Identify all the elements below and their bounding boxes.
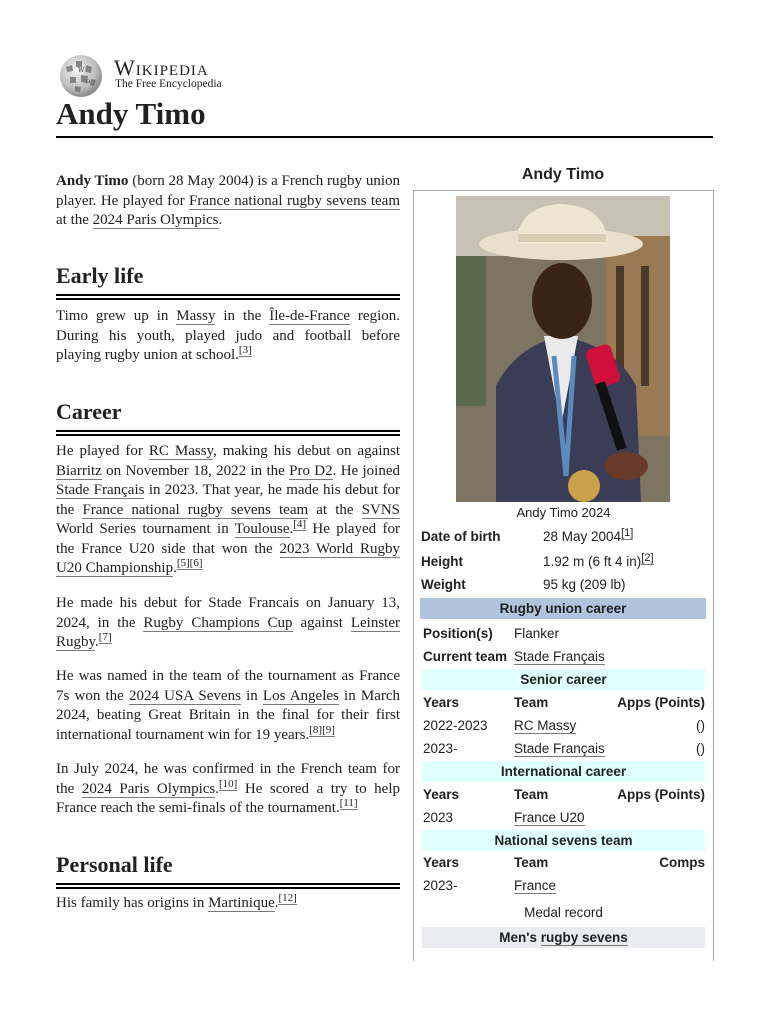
height-label: Height	[421, 554, 463, 569]
title-divider	[56, 136, 713, 138]
senior-row-team	[514, 741, 605, 756]
link-rc-massy[interactable]: RC Massy	[514, 718, 577, 733]
career-paragraph-2: He made his debut for Stade Francais on January 13, 2024, in the Rugby Champions Cup against Leinster Rugby.[7]	[56, 595, 400, 650]
link-stade-francais[interactable]: Stade Français	[514, 741, 605, 756]
link-rugby-champions-cup[interactable]: Rugby Champions Cup	[143, 614, 293, 631]
height-text: 1.92 m (6 ft 4 in)	[543, 554, 642, 569]
body-text: in the	[215, 308, 270, 324]
body-text: He played for	[56, 443, 149, 459]
lead-name: Andy Timo	[56, 173, 129, 189]
body-text: at the	[308, 501, 362, 518]
body-text: in	[240, 687, 263, 704]
link-2024-paris-olympics[interactable]: 2024 Paris Olympics	[81, 780, 216, 797]
section-early-life	[56, 262, 400, 300]
link-los-angeles[interactable]: Los Angeles	[262, 687, 339, 704]
personal-life-paragraph: His family has origins in Martinique.[12]	[56, 892, 297, 911]
col-apps: Apps	[617, 787, 651, 802]
body-text: . He joined	[332, 462, 400, 479]
reference-link[interactable]: [10]	[219, 777, 238, 790]
section-personal-life	[56, 851, 400, 889]
link-2023-u20-championship[interactable]: 2023 World Rugby U20 Championship	[56, 540, 401, 576]
body-text: against	[292, 614, 351, 631]
career-paragraph-1: He played for RC Massy, making his debut on against Biarritz on November 18, 2022 in the Pro D2. He joined Stade Français in 2023. That year, he made his debut for the France national rugby sevens team at the SVNS World Series tournament in Toulouse.[4] He played for the France U20 side that won the 2023 World Rugby U20 Championship.[5][6]	[56, 443, 401, 576]
height-value	[543, 551, 654, 569]
photo-caption: Andy Timo 2024	[516, 505, 611, 520]
weight-value: 95 kg (209 lb)	[543, 577, 626, 592]
col-comps: Comps	[659, 855, 705, 870]
col-apps-points	[617, 695, 705, 710]
weight-label: Weight	[421, 577, 466, 592]
col-apps: Apps	[617, 695, 651, 710]
reference-link[interactable]: [3]	[238, 344, 252, 356]
current-team-value	[514, 649, 605, 664]
reference-link[interactable]: [6]	[189, 557, 203, 569]
col-years: Years	[423, 787, 460, 802]
body-text: He made his debut for Stade Francais on January 13, 2024, in the	[56, 595, 400, 631]
rugby-career-header: Rugby union career	[420, 598, 706, 619]
dob-label: Date of birth	[421, 529, 501, 544]
body-text: World Series tournament in	[56, 521, 235, 537]
dob-text: 28 May 2004	[543, 529, 622, 544]
body-text: in March 2024, beating Great Britain in the final for their first international tournament win for 19 years.	[56, 687, 401, 743]
reference-link[interactable]: [9]	[322, 723, 335, 736]
link-biarritz[interactable]: Biarritz	[56, 462, 102, 479]
link-toulouse[interactable]: Toulouse	[234, 521, 290, 537]
svg-text:Ω: Ω	[86, 79, 91, 85]
page-title: Andy Timo	[56, 96, 206, 131]
body-text: In July 2024, he was confirmed in the French team for the	[56, 761, 400, 797]
svg-text:W: W	[78, 67, 85, 74]
link-massy[interactable]: Massy	[176, 308, 216, 324]
link-france-sevens[interactable]: France national rugby sevens team	[189, 192, 400, 209]
body-text: He played for the France U20 side that won the	[56, 521, 400, 557]
medal-record-label: Medal record	[524, 905, 603, 920]
col-apps-points	[617, 787, 705, 802]
current-team-label: Current team	[423, 649, 508, 664]
body-text: region. During his youth, played judo and football before playing rugby union at school.	[56, 308, 400, 363]
section-heading-personal-life: Personal life	[56, 852, 173, 877]
early-life-paragraph	[56, 307, 400, 366]
career-paragraph-4: In July 2024, he was confirmed in the French team for the 2024 Paris Olympics.[10] He scored a try to help France reach the semi-finals of the tournament.[11]	[56, 761, 400, 816]
link-pro-d2[interactable]: Pro D2	[289, 462, 333, 479]
position-value: Flanker	[514, 626, 560, 641]
link-france-u20[interactable]: France U20	[514, 810, 585, 825]
senior-row-years: 2023-	[423, 741, 458, 756]
senior-career-header: Senior career	[422, 669, 705, 690]
col-points: (Points)	[654, 695, 705, 710]
lead-text: .	[218, 212, 223, 228]
medal-heading-text: Men's	[499, 930, 541, 945]
body-text: on November 18, 2022 in the	[101, 462, 290, 479]
col-years: Years	[423, 695, 460, 710]
lead-text: (born 28 May 2004) is a French rugby union player. He played for	[56, 173, 400, 209]
medal-category-header	[422, 927, 705, 948]
col-points: (Points)	[654, 787, 705, 802]
section-career	[56, 398, 400, 436]
body-text: Timo grew up in	[56, 308, 177, 324]
col-team: Team	[514, 787, 549, 802]
reference-link[interactable]: [11]	[339, 797, 358, 809]
senior-row-team	[514, 718, 576, 733]
section-divider	[56, 430, 400, 436]
section-divider	[56, 294, 400, 300]
lead-text: at the	[56, 212, 93, 228]
reference-link[interactable]: [4]	[293, 518, 307, 530]
lead-paragraph	[56, 172, 400, 231]
career-paragraph-3	[56, 667, 400, 745]
body-text: He was named in the team of the tournament as France 7s won the	[56, 668, 400, 704]
link-rugby-sevens[interactable]: rugby sevens	[540, 930, 628, 945]
infobox-title: Andy Timo	[521, 166, 605, 183]
player-photo[interactable]	[456, 196, 670, 502]
body-text: in 2023. That year, he made his debut for the	[56, 482, 401, 518]
link-france[interactable]: France	[514, 878, 557, 893]
senior-row-apps: ()	[696, 741, 705, 756]
link-martinique[interactable]: Martinique	[208, 895, 275, 911]
sevens-row-team	[514, 878, 556, 893]
body-text: His family has origins in	[56, 895, 209, 911]
reference-link[interactable]: [5]	[176, 557, 190, 569]
international-row-years: 2023	[423, 810, 454, 825]
col-team: Team	[514, 695, 549, 710]
position-label: Position(s)	[423, 626, 493, 641]
link-2024-usa-sevens[interactable]: 2024 USA Sevens	[128, 687, 241, 704]
body-text: He scored a try to help France reach the semi-finals of the tournament.	[56, 780, 400, 816]
link-2024-paris-olympics[interactable]: 2024 Paris Olympics	[92, 212, 219, 228]
reference-link[interactable]: [7]	[98, 631, 112, 643]
link-leinster-rugby[interactable]: Leinster Rugby	[56, 614, 400, 650]
dob-value	[543, 526, 634, 544]
senior-row-apps: ()	[696, 718, 705, 733]
senior-row-years: 2022-2023	[423, 718, 488, 733]
reference-link[interactable]: [2]	[641, 551, 654, 564]
wikipedia-wordmark[interactable]: Wikipedia	[114, 55, 209, 80]
link-rc-massy[interactable]: RC Massy	[148, 443, 214, 459]
link-stade-francais[interactable]: Stade Français	[514, 649, 605, 664]
section-heading-career: Career	[56, 399, 122, 424]
sevens-team-header: National sevens team	[422, 830, 705, 851]
reference-link[interactable]: [1]	[621, 526, 634, 539]
infobox	[413, 190, 714, 961]
link-france-sevens[interactable]: France national rugby sevens team	[82, 501, 309, 518]
link-svns[interactable]: SVNS	[361, 501, 400, 518]
link-stade-francais[interactable]: Stade Français	[56, 482, 145, 498]
link-ile-de-france[interactable]: Île-de-France	[269, 308, 350, 324]
international-row-team	[514, 810, 585, 825]
reference-link[interactable]: [12]	[278, 892, 297, 904]
wikipedia-globe-logo[interactable]	[56, 53, 106, 99]
section-heading-early-life: Early life	[56, 263, 144, 288]
wikipedia-tagline: The Free Encyclopedia	[115, 78, 222, 90]
sevens-row-years: 2023-	[423, 878, 458, 893]
reference-link[interactable]: [8]	[309, 723, 323, 736]
col-team: Team	[514, 855, 549, 870]
body-text: , making his debut on against	[213, 443, 400, 459]
col-years: Years	[423, 855, 460, 870]
international-career-header: International career	[422, 761, 705, 782]
section-divider	[56, 883, 400, 889]
